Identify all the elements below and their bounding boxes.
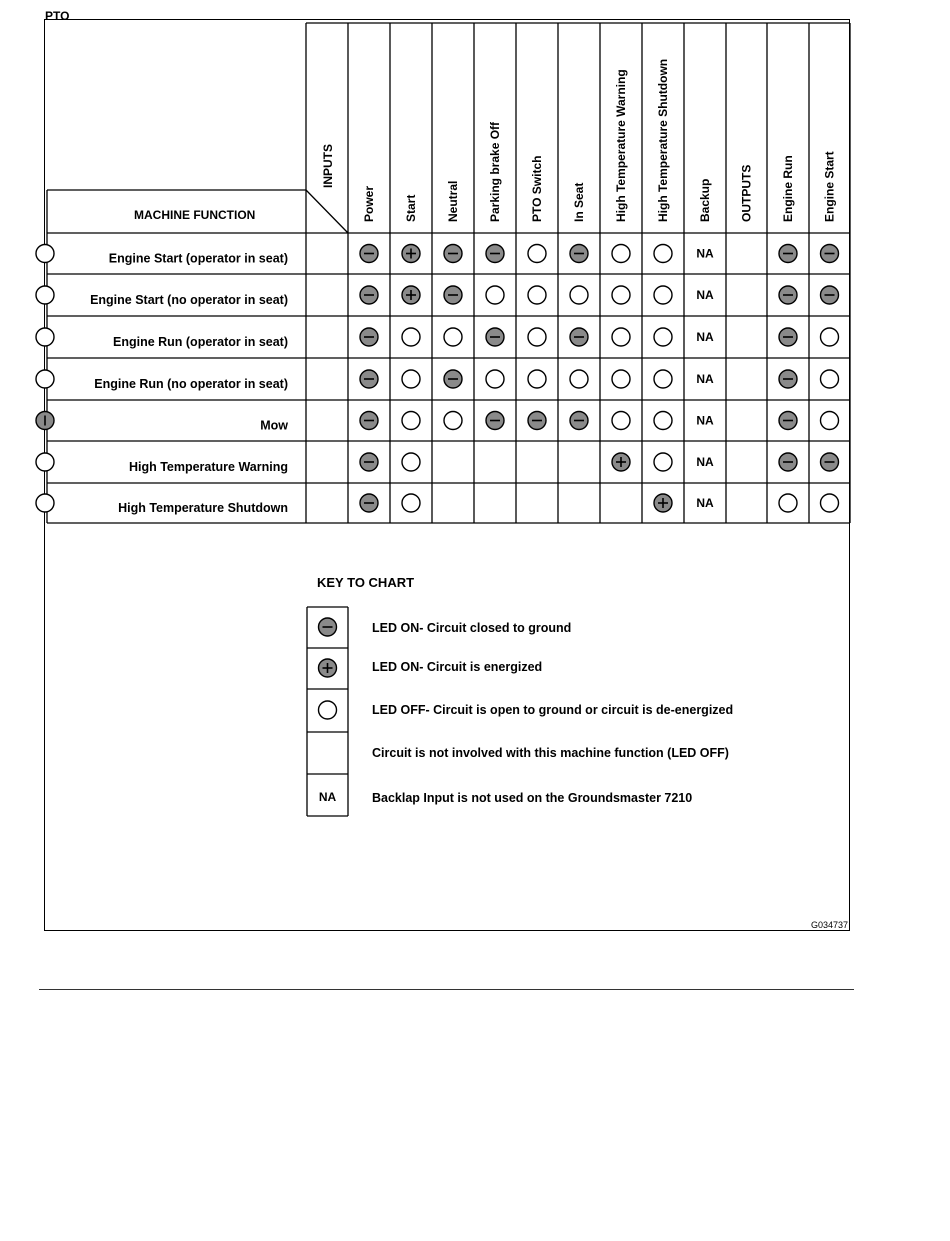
minus-circle-icon [779, 412, 797, 430]
key-item-text: Backlap Input is not used on the Groundsmaster 7210 [372, 791, 693, 805]
row-label: Engine Run (no operator in seat) [94, 377, 288, 391]
open-circle-icon [36, 494, 54, 512]
minus-circle-icon [319, 618, 337, 636]
cell-na-label: NA [696, 288, 714, 302]
open-circle-icon [821, 370, 839, 388]
open-circle-icon [612, 245, 630, 263]
minus-circle-icon [821, 245, 839, 263]
open-circle-icon [402, 370, 420, 388]
minus-circle-icon [779, 370, 797, 388]
minus-circle-icon [570, 412, 588, 430]
open-circle-icon [654, 370, 672, 388]
cell-na-label: NA [696, 246, 714, 261]
logic-chart [45, 9, 851, 932]
key-title: KEY TO CHART [317, 575, 415, 590]
minus-circle-icon [779, 328, 797, 346]
minus-circle-icon [779, 453, 797, 471]
minus-circle-icon [444, 245, 462, 263]
open-circle-icon [402, 453, 420, 471]
open-circle-icon [36, 245, 54, 263]
open-circle-icon [612, 412, 630, 430]
minus-circle-icon [360, 370, 378, 388]
column-label: Start [404, 194, 418, 222]
cell-na-label: NA [696, 455, 714, 469]
minus-circle-icon [360, 245, 378, 263]
open-circle-icon [654, 286, 672, 304]
key-item-text: LED ON- Circuit closed to ground [372, 621, 572, 635]
open-circle-icon [570, 370, 588, 388]
column-label: High Temperature Shutdown [656, 58, 670, 222]
open-circle-icon [654, 328, 672, 346]
minus-circle-icon [360, 286, 378, 304]
cell-na-label: NA [696, 330, 714, 344]
column-label: Engine Run [781, 155, 795, 222]
open-circle-icon [444, 328, 462, 346]
minus-circle-icon [486, 328, 504, 346]
key-item-text: Circuit is not involved with this machine function (LED OFF) [372, 746, 729, 760]
open-circle-icon [36, 453, 54, 471]
column-label: Power [362, 185, 376, 222]
key-na-label: NA [318, 790, 337, 804]
plus-circle-icon [402, 286, 420, 304]
minus-circle-icon [821, 286, 839, 304]
corner-diagonal [306, 190, 348, 233]
minus-circle-icon [570, 245, 588, 263]
cell-na-label: NA [696, 413, 714, 428]
open-circle-icon [612, 370, 630, 388]
column-label: Engine Start [822, 151, 837, 222]
figure-id: G034737 [810, 920, 848, 930]
minus-circle-icon [779, 245, 797, 263]
row-label: High Temperature Shutdown [118, 501, 288, 515]
page-divider [39, 989, 854, 990]
column-label: OUTPUTS [739, 164, 754, 222]
plus-circle-icon [612, 453, 630, 471]
open-circle-icon [654, 412, 672, 430]
minus-circle-icon [779, 286, 797, 304]
minus-circle-icon [821, 453, 839, 471]
machine-function-label: MACHINE FUNCTION [134, 208, 256, 222]
open-circle-icon [528, 328, 546, 346]
plus-circle-icon [36, 412, 54, 430]
inputs-label: INPUTS [321, 143, 335, 188]
open-circle-icon [444, 412, 462, 430]
open-circle-icon [402, 494, 420, 512]
open-circle-icon [654, 453, 672, 471]
open-circle-icon [612, 328, 630, 346]
column-label: High Temperature Warning [614, 69, 628, 222]
row-label: Engine Start (operator in seat) [108, 251, 288, 266]
row-label: High Temperature Warning [128, 460, 288, 474]
row-label: Mow [260, 418, 288, 433]
minus-circle-icon [570, 328, 588, 346]
plus-circle-icon [654, 494, 672, 512]
plus-circle-icon [319, 659, 337, 677]
open-circle-icon [486, 286, 504, 304]
column-label: PTO Switch [530, 155, 544, 222]
row-label: Engine Run (operator in seat) [112, 335, 288, 349]
open-circle-icon [612, 286, 630, 304]
open-circle-icon [319, 701, 337, 719]
key-item-text: LED ON- Circuit is energized [372, 660, 543, 674]
open-circle-icon [402, 328, 420, 346]
minus-circle-icon [360, 494, 378, 512]
open-circle-icon [486, 370, 504, 388]
minus-circle-icon [528, 412, 546, 430]
open-circle-icon [528, 370, 546, 388]
open-circle-icon [570, 286, 588, 304]
open-circle-icon [821, 328, 839, 346]
key-item-text: LED OFF- Circuit is open to ground or circuit is de-energized [372, 703, 734, 717]
open-circle-icon [402, 412, 420, 430]
minus-circle-icon [360, 328, 378, 346]
open-circle-icon [821, 412, 839, 430]
minus-circle-icon [444, 370, 462, 388]
minus-circle-icon [360, 453, 378, 471]
open-circle-icon [528, 245, 546, 263]
minus-circle-icon [486, 412, 504, 430]
column-label: PTO [45, 9, 70, 23]
plus-circle-icon [402, 245, 420, 263]
column-label: Neutral [446, 180, 460, 222]
minus-circle-icon [444, 286, 462, 304]
minus-circle-icon [360, 412, 378, 430]
open-circle-icon [36, 286, 54, 304]
cell-na-label: NA [696, 372, 714, 386]
minus-circle-icon [486, 245, 504, 263]
open-circle-icon [654, 245, 672, 263]
column-label: In Seat [572, 182, 586, 222]
open-circle-icon [36, 370, 54, 388]
open-circle-icon [36, 328, 54, 346]
column-label: Backup [698, 178, 712, 222]
open-circle-icon [821, 494, 839, 512]
row-label: Engine Start (no operator in seat) [90, 293, 288, 307]
chart-frame [44, 9, 850, 931]
open-circle-icon [528, 286, 546, 304]
column-label: Parking brake Off [488, 121, 502, 222]
cell-na-label: NA [696, 496, 714, 510]
open-circle-icon [779, 494, 797, 512]
